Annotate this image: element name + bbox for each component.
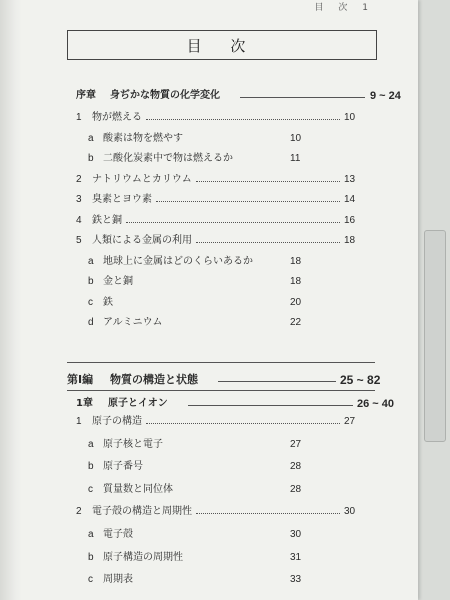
- toc-section-row: [0, 414, 418, 430]
- toc-subsection-row: [0, 315, 418, 331]
- toc-entry-page: 16: [344, 214, 356, 226]
- toc-entry-title: 質量数と同位体: [103, 483, 173, 495]
- toc-entry-number: d: [88, 317, 94, 328]
- toc-section-row: [0, 110, 418, 126]
- toc-entry-title: 地球上に金属はどのくらいあるか: [103, 255, 253, 267]
- toc-entry-number: 3: [76, 194, 82, 205]
- toc-subsection-row: [0, 482, 418, 498]
- leader-line: [196, 504, 340, 514]
- toc-entry-title: 原子番号: [103, 461, 143, 473]
- toc-entry-number: a: [88, 438, 94, 450]
- leader-line: [146, 110, 340, 120]
- toc-entry-number: b: [88, 153, 94, 164]
- toc-entry-page: 31: [290, 551, 302, 563]
- toc-section-row: [0, 504, 418, 520]
- leader-line: [146, 414, 340, 424]
- toc-entry-title: 原子構造の周期性: [103, 551, 183, 563]
- toc-entry-page: 13: [344, 173, 356, 185]
- toc-entry-page: 20: [290, 296, 302, 308]
- toc-entry-page: 14: [344, 194, 356, 205]
- toc-entry-page: 10: [344, 112, 356, 123]
- leader-line: [218, 372, 336, 382]
- toc-entry-title: 人類による金属の利用: [92, 235, 192, 246]
- toc-subsection-row: [0, 295, 418, 311]
- toc-part-row: [0, 372, 418, 388]
- title-box: [67, 30, 377, 60]
- toc-subsection-row: [0, 572, 418, 588]
- part-label: 第Ⅰ編: [67, 373, 94, 386]
- toc-entry-title: 電子殻: [103, 529, 133, 540]
- toc-entry-number: a: [88, 529, 94, 540]
- toc-subsection-row: [0, 550, 418, 566]
- toc-entry-number: 5: [76, 235, 82, 246]
- toc-entry-page: 18: [344, 235, 356, 246]
- part-rule-bottom: [67, 390, 375, 391]
- leader-line: [188, 396, 353, 406]
- toc-section-row: [0, 233, 418, 249]
- toc-entry-title: 電子殻の構造と周期性: [92, 506, 192, 518]
- toc-subsection-row: [0, 437, 418, 453]
- toc-subsection-row: [0, 274, 418, 290]
- toc-subsection-row: [0, 151, 418, 167]
- toc-entry-title: 鉄: [103, 296, 113, 308]
- toc-entry-number: 2: [76, 173, 82, 185]
- toc-entry-number: c: [88, 483, 93, 495]
- toc-entry-page: 30: [344, 506, 356, 518]
- toc-entry-title: 物が燃える: [92, 112, 142, 123]
- toc-section-row: [0, 213, 418, 229]
- toc-subsection-row: [0, 254, 418, 270]
- toc-subsection-row: [0, 459, 418, 475]
- toc-entry-title: 周期表: [103, 574, 133, 586]
- toc-entry-title: 酸素は物を燃やす: [103, 132, 183, 144]
- leader-line: [196, 233, 340, 243]
- toc-entry-number: 4: [76, 214, 82, 226]
- leader-line: [196, 172, 340, 182]
- toc-entry-title: 原子核と電子: [103, 438, 163, 450]
- toc-preface-row: [0, 88, 418, 104]
- toc-entry-page: 28: [290, 461, 302, 473]
- book-slipcase-edge: [424, 230, 446, 442]
- toc-entry-title: ナトリウムとカリウム: [92, 173, 192, 185]
- toc-entry-page: 22: [290, 317, 302, 328]
- leader-line: [126, 213, 340, 223]
- running-head: 目 次 1: [314, 3, 374, 13]
- toc-entry-title: 原子の構造: [92, 416, 142, 427]
- page-title: 目 次: [186, 36, 258, 55]
- toc-entry-page: 28: [290, 483, 302, 495]
- toc-entry-number: b: [88, 276, 94, 287]
- toc-chapter-row: [0, 396, 418, 412]
- chapter-pages: 26 ~ 40: [357, 398, 395, 410]
- toc-entry-number: 1: [76, 112, 82, 123]
- toc-entry-number: c: [88, 574, 93, 586]
- leader-line: [156, 192, 340, 202]
- toc-section-row: [0, 192, 418, 208]
- leader-line: [240, 88, 365, 98]
- toc-entry-number: b: [88, 551, 94, 563]
- part-title: 物質の構造と状態: [110, 373, 198, 386]
- chapter-title: 原子とイオン: [108, 398, 168, 409]
- toc-subsection-row: [0, 131, 418, 147]
- toc-entry-page: 18: [290, 255, 302, 267]
- toc-entry-title: アルミニウム: [103, 317, 163, 328]
- toc-entry-page: 18: [290, 276, 302, 287]
- preface-title: 身ぢかな物質の化学変化: [110, 90, 220, 101]
- toc-entry-number: 2: [76, 506, 82, 518]
- preface-pages: 9 ~ 24: [370, 90, 401, 102]
- preface-label: 序章: [76, 90, 96, 101]
- toc-entry-number: 1: [76, 416, 82, 427]
- toc-entry-number: a: [88, 255, 94, 267]
- chapter-label: 1章: [76, 398, 93, 409]
- toc-section-row: [0, 172, 418, 188]
- part-rule-top: [67, 362, 375, 363]
- toc-entry-page: 27: [290, 438, 302, 450]
- toc-entry-page: 10: [290, 132, 302, 144]
- toc-entry-page: 30: [290, 529, 302, 540]
- toc-entry-title: 金と銅: [103, 276, 133, 287]
- toc-entry-page: 11: [290, 153, 301, 164]
- toc-entry-number: a: [88, 132, 94, 144]
- toc-entry-title: 鉄と銅: [92, 214, 122, 226]
- toc-entry-number: c: [88, 296, 93, 308]
- toc-entry-title: 臭素とヨウ素: [92, 194, 152, 205]
- toc-entry-page: 27: [344, 416, 356, 427]
- toc-entry-page: 33: [290, 574, 302, 586]
- toc-entry-title: 二酸化炭素中で物は燃えるか: [103, 153, 233, 164]
- toc-entry-number: b: [88, 461, 94, 473]
- toc-subsection-row: [0, 527, 418, 543]
- part-pages: 25 ~ 82: [340, 373, 381, 387]
